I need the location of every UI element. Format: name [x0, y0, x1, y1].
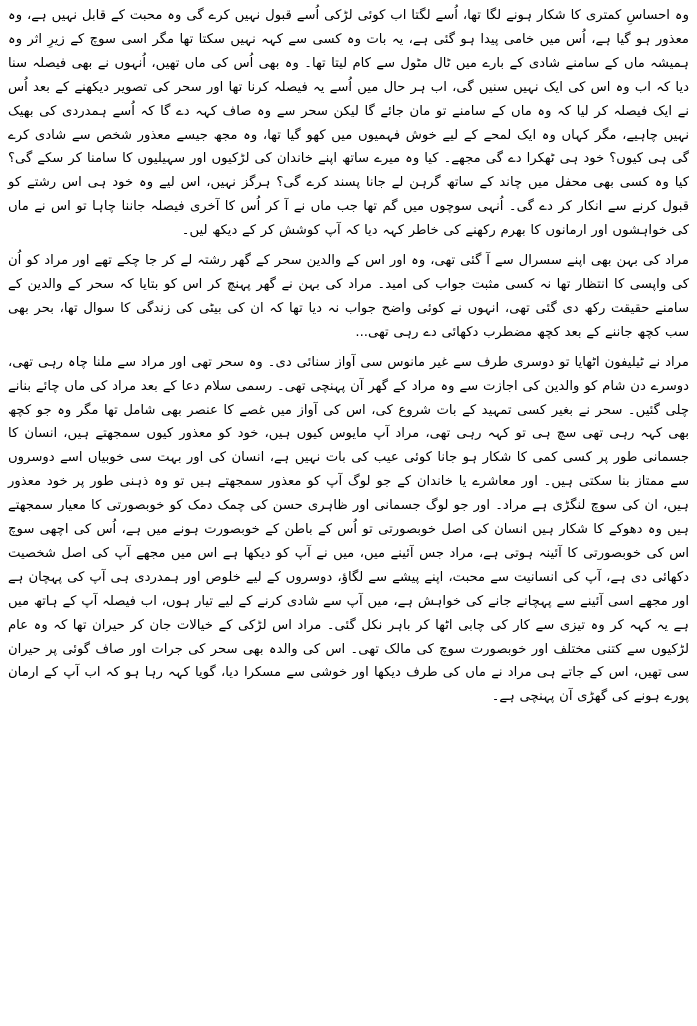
paragraph-1: وہ احساسِ کمتری کا شکار ہونے لگا تھا، اُسے لگتا اب کوئی لڑکی اُسے قبول نہیں کرے گی وہ محبت کے قابل نہیں ہے، وہ معذور ہو گیا ہے، اُس میں خامی پیدا ہو گئی ہے، یہ بات وہ کسی سے کہہ نہیں سکتا تھا مگر اسی سوچ کے زیرِ اثر وہ ہمیشہ ماں کے سامنے شادی کے بارے میں ٹال مٹول سے کام لیتا تھا۔ وہ بھی اُس کی ماں تھیں، اُنہوں نے بھی فیصلہ سنا دیا کہ اب وہ اس کی ایک نہیں سنیں گی، اب ہر حال میں اُسے یہ فیصلہ کرنا تھا اور سحر کی تصویر دیکھنے کے بعد اُس نے ایک فیصلہ کر لیا کہ وہ ماں کے سامنے تو مان جائے گا لیکن سحر سے وہ صاف کہہ دے گا کہ اُسے ہمدردی کی بھیک نہیں چاہیے، مگر کہاں وہ ایک لمحے کے لیے خوش فہمیوں میں کھو گیا تھا، وہ مجھ جیسے معذور شخص سے شادی کرے گی ہی کیوں؟ خود ہی ٹھکرا دے گی مجھے۔ کیا وہ میرے ساتھ اپنے خاندان کی لڑکیوں اور سہیلیوں کا سامنا کر سکے گی؟ کیا وہ کسی بھی محفل میں چاند کے ساتھ گرہن لے جانا پسند کرے گی؟ ہرگز نہیں، اس لیے وہ خود ہی اس رشتے کو قبول کرنے سے انکار کر دے گی۔ اُنہی سوچوں میں گم تھا جب ماں نے آ کر اُس کا آخری فیصلہ جاننا چاہا تو اس نے ماں کی خواہشوں اور ارمانوں کا بھرم رکھنے کی خاطر کہہ دیا کہ آپ کوشش کر کے دیکھ لیں۔	[8, 8, 689, 239]
paragraph-2: مراد کی بہن بھی اپنے سسرال سے آ گئی تھی، وہ اور اس کے والدین سحر کے گھر رشتہ لے کر جا چکے تھے اور مراد کو اُن کی واپسی کا انتظار تھا نہ کسی مثبت جواب کی امید۔ مراد کی بہن نے گھر پہنچ کر اس کو بتایا کہ سحر کے والدین کے سامنے حقیقت رکھ دی گئی تھی، انہوں نے کوئی واضح جواب نہ دیا تھا کہ ان کی بیٹی کی زندگی کا سوال تھا، بحر بھی سب کچھ جاننے کے بعد کچھ مضطرب دکھائی دے رہی تھی...	[8, 253, 689, 340]
paragraph-3: مراد نے ٹیلیفون اٹھایا تو دوسری طرف سے غیر مانوس سی آواز سنائی دی۔ وہ سحر تھی اور مراد سے ملنا چاہ رہی تھی، دوسرے دن شام کو والدین کی اجازت سے وہ مراد کے گھر آن پہنچی تھی۔ رسمی سلام دعا کے بعد مراد کی ماں چائے بنانے چلی گئیں۔ سحر نے بغیر کسی تمہید کے بات شروع کی، اس کی آواز میں غصے کا عنصر بھی شامل تھا مگر وہ جو کچھ بھی کہہ رہی تھی سچ ہی تو کہہ رہی تھی، مراد آپ مایوس کیوں ہیں، خود کو معذور کیوں سمجھتے ہیں، انسان کا جسمانی طور پر کسی کمی کا شکار ہو جانا کوئی عیب کی بات نہیں ہے، انسان کی اور بہت سی خوبیاں اسے دوسروں سے ممتاز بنا سکتی ہیں۔ اور معاشرے یا خاندان کے جو لوگ آپ کو معذور سمجھتے ہیں تو وہ ذہنی طور پر خود معذور ہیں، ان کی سوچ لنگڑی ہے مراد۔ اور جو لوگ جسمانی اور ظاہری حسن کی چمک دمک کو خوبصورتی کا معیار سمجھتے ہیں وہ دھوکے کا شکار ہیں انسان کی اصل خوبصورتی تو اُس کے باطن کے خوبصورت ہونے میں ہے، اُس کی اچھی سوچ اس کی خوبصورتی کا آئینہ ہوتی ہے، مراد جس آئینے میں، میں نے آپ کو دیکھا ہے اس میں مجھے آپ کی اصل شخصیت دکھائی دی ہے، آپ کی انسانیت سے محبت، اپنے پیشے سے لگاؤ، دوسروں کے لیے خلوص اور ہمدردی ہی آپ کی پہچان ہے اور مجھے اسی آئینے سے پہچانے جانے کی خواہش ہے، میں آپ سے شادی کرنے کے لیے تیار ہوں، اب فیصلہ آپ کے ہاتھ میں ہے یہ کہہ کر وہ تیزی سے کار کی چابی اٹھا کر باہر نکل گئی۔ مراد اس لڑکی کے خیالات جان کر حیران تھا کہ وہ عام لڑکیوں سے کتنی مختلف اور خوبصورت سوچ کی مالک تھی۔ اس کی والدہ بھی سحر کی جرات اور صاف گوئی پر حیران سی تھیں، اس کے جاتے ہی مراد نے ماں کی طرف دیکھا اور خوشی سے مسکرا دیا، گویا کہہ رہا ہو کہ اب آپ کے ارمان پورے ہونے کی گھڑی آن پہنچی ہے۔	[8, 354, 689, 705]
